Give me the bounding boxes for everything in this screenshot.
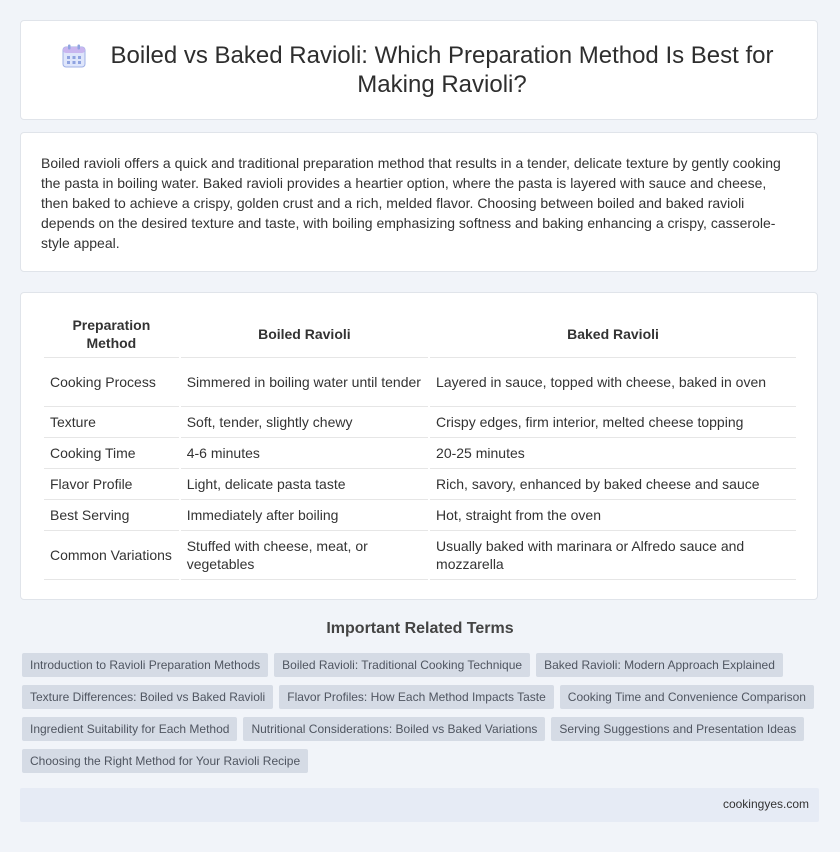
table-cell: Usually baked with marinara or Alfredo sauce and mozzarella	[430, 531, 796, 580]
related-term-tag[interactable]: Cooking Time and Convenience Comparison	[560, 685, 814, 709]
table-cell: Immediately after boiling	[181, 500, 428, 531]
related-terms-list	[22, 653, 822, 773]
related-term-tag[interactable]: Serving Suggestions and Presentation Ideas	[551, 717, 804, 741]
related-terms-title: Important Related Terms	[326, 620, 514, 637]
table-cell: 4-6 minutes	[181, 438, 428, 469]
related-term-tag[interactable]: Boiled Ravioli: Traditional Cooking Technique	[274, 653, 530, 677]
table-cell: Crispy edges, firm interior, melted cheese topping	[430, 407, 796, 438]
related-term-tag[interactable]: Flavor Profiles: How Each Method Impacts Taste	[279, 685, 554, 709]
column-header-boiled: Boiled Ravioli	[181, 309, 428, 358]
table-cell: Common Variations	[44, 531, 179, 580]
table-row	[44, 500, 796, 531]
table-row	[44, 469, 796, 500]
table-cell: Rich, savory, enhanced by baked cheese and sauce	[430, 469, 796, 500]
table-cell: Best Serving	[44, 500, 179, 531]
related-term-tag[interactable]: Baked Ravioli: Modern Approach Explained	[536, 653, 783, 677]
table-cell: Layered in sauce, topped with cheese, baked in oven	[430, 358, 796, 407]
table-cell: Soft, tender, slightly chewy	[181, 407, 428, 438]
related-term-tag[interactable]: Choosing the Right Method for Your Ravioli Recipe	[22, 749, 308, 773]
intro-paragraph: Boiled ravioli offers a quick and traditional preparation method that results in a tender, delicate texture by gently cooking the pasta in boiling water. Baked ravioli provides a heartier option, where the pasta is layered with sauce and cheese, then baked to achieve a crispy, golden crust and a rich, melded flavor. Choosing between boiled and baked ravioli depends on the desired texture and taste, with boiling emphasizing softness and baking enhancing a crispy, casserole-style appeal.	[41, 155, 781, 251]
table-row	[44, 438, 796, 469]
column-header-method: Preparation Method	[44, 309, 179, 358]
table-row	[44, 531, 796, 580]
table-row	[44, 407, 796, 438]
table-cell: Cooking Process	[44, 358, 179, 407]
comparison-table-card	[20, 292, 818, 600]
table-header-row	[44, 309, 796, 358]
table-row	[44, 358, 796, 407]
table-cell: Texture	[44, 407, 179, 438]
header-card	[20, 20, 818, 120]
calendar-icon	[61, 43, 87, 69]
related-term-tag[interactable]: Introduction to Ravioli Preparation Methods	[22, 653, 268, 677]
related-term-tag[interactable]: Ingredient Suitability for Each Method	[22, 717, 237, 741]
comparison-table	[42, 309, 798, 580]
table-cell: Hot, straight from the oven	[430, 500, 796, 531]
page-title: Boiled vs Baked Ravioli: Which Preparation Method Is Best for Making Ravioli?	[110, 42, 774, 98]
title-wrap	[21, 21, 817, 119]
footer	[20, 788, 819, 822]
table-cell: Simmered in boiling water until tender	[181, 358, 428, 407]
table-cell: Flavor Profile	[44, 469, 179, 500]
footer-site-link[interactable]: cookingyes.com	[722, 797, 809, 811]
intro-card	[20, 132, 818, 272]
related-term-tag[interactable]: Texture Differences: Boiled vs Baked Ravioli	[22, 685, 273, 709]
table-cell: Cooking Time	[44, 438, 179, 469]
related-term-tag[interactable]: Nutritional Considerations: Boiled vs Baked Variations	[243, 717, 545, 741]
table-cell: 20-25 minutes	[430, 438, 796, 469]
table-cell: Stuffed with cheese, meat, or vegetables	[181, 531, 428, 580]
table-cell: Light, delicate pasta taste	[181, 469, 428, 500]
column-header-baked: Baked Ravioli	[430, 309, 796, 358]
